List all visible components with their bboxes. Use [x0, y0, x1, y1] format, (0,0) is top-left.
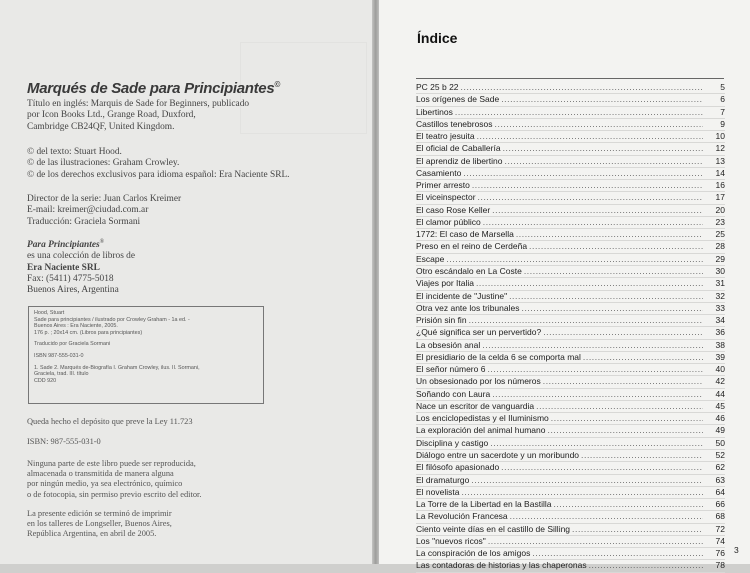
catalog-line: Sade para principiantes / ilustrado por Crowley Graham - 1a ed. -	[34, 316, 190, 323]
toc-entry-title: El filósofo apasionado	[416, 462, 500, 473]
toc-entry-page: 25	[715, 229, 725, 240]
toc-leader-dots	[543, 327, 703, 338]
toc-entry-title: Otra vez ante los tribunales	[416, 302, 520, 313]
toc-entry-page: 63	[715, 474, 725, 485]
copyright-line: © de las ilustraciones: Graham Crowley.	[27, 158, 180, 169]
toc-entry-title: El dramaturgo	[416, 474, 470, 485]
rights-line: o de fotocopia, sin permiso previo escrito del editor.	[27, 489, 202, 499]
toc-entry-title: La Revolución Francesa	[416, 511, 508, 522]
copyright-notices	[27, 147, 290, 181]
printing-line: La presente edición se terminó de imprimir	[27, 509, 172, 518]
toc-entry	[416, 524, 725, 536]
toc-entry	[416, 450, 725, 462]
toc-entry-title: Los "nuevos ricos"	[416, 535, 486, 546]
toc-entry	[416, 462, 725, 474]
toc-entry-title: El presidiario de la celda 6 se comporta mal	[416, 351, 581, 362]
toc-entry	[416, 241, 725, 253]
toc-entry	[416, 180, 725, 192]
toc-entry-page: 33	[715, 302, 725, 313]
collection-info	[27, 237, 135, 297]
printing-line: en los talleres de Longseller, Buenos Aires,	[27, 519, 172, 529]
printing-line: República Argentina, en abril de 2005.	[27, 529, 157, 539]
toc-entry-page: 72	[715, 523, 725, 534]
toc-entry	[416, 205, 725, 217]
toc-entry	[416, 131, 725, 143]
toc-entry-title: El incidente de "Justine"	[416, 290, 508, 301]
toc-entry-title: El caso Rose Keller	[416, 204, 491, 215]
toc-entry-page: 12	[715, 143, 725, 154]
publication-line: por Icon Books Ltd., Grange Road, Duxford,	[27, 110, 196, 121]
toc-entry-title: El novelista	[416, 486, 460, 497]
toc-entry	[416, 229, 725, 241]
toc-entry	[416, 425, 725, 437]
toc-entry-page: 46	[715, 413, 725, 424]
copyright-line: © de los derechos exclusivos para idioma español: Era Naciente SRL.	[27, 169, 290, 180]
toc-entry-title: El clamor público	[416, 216, 481, 227]
toc-entry-title: Primer arresto	[416, 180, 470, 191]
toc-entry	[416, 156, 725, 168]
toc-entry-page: 40	[715, 364, 725, 375]
toc-entry-page: 10	[715, 131, 725, 142]
toc-entry-title: La conspiración de los amigos	[416, 548, 531, 559]
toc-entry-page: 64	[715, 486, 725, 497]
toc-entry-page: 42	[715, 376, 725, 387]
toc-leader-dots	[461, 487, 703, 498]
isbn-line: ISBN: 987-555-031-0	[27, 437, 101, 446]
toc-entry-title: Libertinos	[416, 106, 453, 117]
toc-entry	[416, 107, 725, 119]
toc-entry-page: 30	[715, 265, 725, 276]
toc-leader-dots	[509, 291, 703, 302]
toc-entry-title: Escape	[416, 253, 445, 264]
toc-entry-page: 34	[715, 315, 725, 326]
book-title: Marqués de Sade para Principiantes©	[27, 80, 281, 97]
toc-leader-dots	[482, 340, 703, 351]
toc-entry-page: 74	[715, 535, 725, 546]
toc-entry-page: 17	[715, 192, 725, 203]
toc-leader-dots	[553, 499, 703, 510]
copyright-page	[0, 0, 374, 564]
toc-entry-title: La Torre de la Libertad en la Bastilla	[416, 499, 552, 510]
toc-entry-page: 20	[715, 204, 725, 215]
catalog-line: 1. Sade 2. Marqués de-Biografía I. Graham Crowley, ilus. II. Sormani,	[34, 364, 200, 371]
toc-entry-page: 31	[715, 278, 725, 289]
publication-line: Cambridge CB24QF, United Kingdom.	[27, 121, 175, 132]
toc-leader-dots	[501, 94, 703, 105]
catalog-line: Hood, Stuart	[34, 310, 65, 316]
toc-entry-title: Los orígenes de Sade	[416, 94, 500, 105]
toc-entry-page: 28	[715, 241, 725, 252]
toc-leader-dots	[471, 475, 703, 486]
toc-leader-dots	[572, 524, 703, 535]
toc-entry	[416, 401, 725, 413]
toc-leader-dots	[476, 278, 703, 289]
toc-entry	[416, 315, 725, 327]
printing-note	[27, 509, 172, 540]
toc-entry-title: Las contadoras de historias y las chaperonas	[416, 560, 587, 571]
table-of-contents	[416, 82, 725, 573]
toc-leader-dots	[487, 364, 703, 375]
series-credits	[27, 194, 181, 228]
rights-line: Ninguna parte de este libro puede ser reproducida,	[27, 459, 196, 468]
heading-rule	[416, 78, 724, 79]
toc-entry	[416, 376, 725, 388]
toc-entry	[416, 143, 725, 155]
publisher-name: Era Naciente SRL	[27, 262, 100, 273]
toc-entry-title: El señor número 6	[416, 364, 486, 375]
toc-entry	[416, 536, 725, 548]
toc-entry-page: 32	[715, 290, 725, 301]
toc-entry-page: 68	[715, 511, 725, 522]
collection-name: Para Principiantes®	[27, 239, 105, 251]
toc-entry	[416, 475, 725, 487]
toc-entry	[416, 438, 725, 450]
toc-entry	[416, 254, 725, 266]
catalog-isbn: ISBN 987-555-031-0	[34, 352, 84, 359]
toc-leader-dots	[478, 192, 703, 203]
toc-leader-dots	[455, 107, 703, 118]
credit-line: E-mail: kreimer@ciudad.com.ar	[27, 205, 149, 216]
toc-entry-title: Soñando con Laura	[416, 388, 491, 399]
toc-leader-dots	[503, 143, 703, 154]
toc-entry-page: 7	[720, 106, 725, 117]
toc-leader-dots	[501, 462, 703, 473]
credit-line: Traducción: Graciela Sormani	[27, 216, 141, 227]
catalog-line: Graciela, trad. III. título	[34, 371, 89, 378]
toc-leader-dots	[543, 376, 703, 387]
toc-leader-dots	[469, 315, 703, 326]
toc-leader-dots	[463, 168, 703, 179]
toc-leader-dots	[510, 511, 703, 522]
toc-leader-dots	[532, 548, 703, 559]
toc-entry	[416, 266, 725, 278]
toc-entry-title: Otro escándalo en La Coste	[416, 265, 522, 276]
publication-info	[27, 99, 249, 133]
toc-entry	[416, 560, 725, 572]
toc-leader-dots	[551, 413, 703, 424]
toc-entry	[416, 352, 725, 364]
toc-entry	[416, 278, 725, 290]
publisher-city: Buenos Aires, Argentina	[27, 285, 119, 296]
toc-leader-dots	[483, 217, 703, 228]
toc-entry	[416, 413, 725, 425]
toc-entry-title: Diálogo entre un sacerdote y un moribundo	[416, 449, 580, 460]
toc-entry-title: Castillos tenebrosos	[416, 118, 493, 129]
toc-entry-title: El aprendiz de libertino	[416, 155, 503, 166]
toc-entry-title: Viajes por Italia	[416, 278, 474, 289]
rights-line: almacenada o transmitida de manera alguna	[27, 469, 174, 479]
toc-entry-page: 39	[715, 351, 725, 362]
catalog-line: Buenos Aires : Era Naciente, 2005.	[34, 323, 118, 330]
toc-leader-dots	[547, 425, 703, 436]
toc-entry-title: La exploración del animal humano	[416, 425, 546, 436]
toc-entry-page: 36	[715, 327, 725, 338]
toc-entry-page: 29	[715, 253, 725, 264]
toc-entry	[416, 82, 725, 94]
toc-leader-dots	[472, 180, 703, 191]
toc-leader-dots	[446, 254, 703, 265]
toc-leader-dots	[589, 560, 703, 571]
toc-entry-page: 38	[715, 339, 725, 350]
toc-leader-dots	[536, 401, 703, 412]
catalog-card	[28, 306, 264, 404]
toc-leader-dots	[583, 352, 703, 363]
toc-entry-page: 13	[715, 155, 725, 166]
toc-entry	[416, 499, 725, 511]
toc-leader-dots	[529, 241, 703, 252]
publisher-fax: Fax: (5411) 4775-5018	[27, 274, 114, 285]
toc-entry-page: 23	[715, 216, 725, 227]
copyright-line: © del texto: Stuart Hood.	[27, 147, 122, 157]
toc-leader-dots	[495, 119, 703, 130]
catalog-line: CDD 920	[34, 377, 57, 384]
credit-line: Director de la serie: Juan Carlos Kreimer	[27, 194, 182, 204]
toc-entry-page: 66	[715, 499, 725, 510]
toc-entry-title: Prisión sin fin	[416, 315, 467, 326]
toc-entry	[416, 291, 725, 303]
toc-entry-page: 44	[715, 388, 725, 399]
page-number: 3	[734, 545, 739, 555]
toc-leader-dots	[490, 438, 703, 449]
toc-entry	[416, 217, 725, 229]
toc-entry	[416, 487, 725, 499]
toc-entry	[416, 389, 725, 401]
toc-entry	[416, 168, 725, 180]
toc-entry-page: 50	[715, 437, 725, 448]
toc-leader-dots	[516, 229, 703, 240]
toc-entry	[416, 511, 725, 523]
toc-leader-dots	[581, 450, 703, 461]
toc-entry-page: 16	[715, 180, 725, 191]
toc-entry-page: 49	[715, 425, 725, 436]
toc-leader-dots	[492, 205, 703, 216]
toc-entry-title: El teatro jesuita	[416, 131, 475, 142]
toc-entry	[416, 192, 725, 204]
catalog-line: 176 p. ; 20x14 cm. (Libros para principiantes)	[34, 329, 143, 336]
toc-entry	[416, 94, 725, 106]
toc-entry-page: 78	[715, 560, 725, 571]
toc-leader-dots	[488, 536, 703, 547]
toc-entry-page: 45	[715, 400, 725, 411]
toc-leader-dots	[492, 389, 703, 400]
toc-leader-dots	[524, 266, 703, 277]
toc-leader-dots	[461, 82, 703, 93]
toc-entry-title: Preso en el reino de Cerdeña	[416, 241, 528, 252]
toc-entry-title: Un obsesionado por los números	[416, 376, 541, 387]
toc-entry-page: 6	[720, 94, 725, 105]
toc-entry	[416, 340, 725, 352]
toc-entry-title: Los enciclopedistas y el Iluminismo	[416, 413, 549, 424]
rights-line: por ningún medio, ya sea electrónico, químico	[27, 479, 183, 489]
index-page	[379, 0, 750, 571]
toc-entry	[416, 327, 725, 339]
collection-line: es una colección de libros de	[27, 251, 136, 262]
rights-notice	[27, 459, 201, 500]
toc-entry-page: 14	[715, 167, 725, 178]
toc-entry-page: 62	[715, 462, 725, 473]
catalog-line: Traducido por Graciela Sormani	[34, 341, 111, 348]
toc-entry-page: 52	[715, 449, 725, 460]
publication-line: Título en inglés: Marquis de Sade for Beginners, publicado	[27, 99, 250, 109]
legal-deposit: Queda hecho el depósito que preve la Ley 11.723	[27, 417, 193, 426]
toc-entry-title: Ciento veinte días en el castillo de Silling	[416, 523, 571, 534]
toc-entry-title: PC 25 b 22	[416, 82, 459, 92]
toc-entry-title: Casamiento	[416, 167, 462, 178]
toc-entry-page: 76	[715, 548, 725, 559]
toc-entry-page: 5	[720, 82, 725, 92]
toc-leader-dots	[504, 156, 703, 167]
toc-entry-title: ¿Qué significa ser un pervertido?	[416, 327, 542, 338]
toc-entry-title: Disciplina y castigo	[416, 437, 489, 448]
toc-entry-title: La obsesión anal	[416, 339, 481, 350]
toc-entry-title: El viceinspector	[416, 192, 476, 203]
toc-leader-dots	[521, 303, 703, 314]
toc-entry-title: Nace un escritor de vanguardia	[416, 400, 535, 411]
toc-leader-dots	[477, 131, 703, 142]
toc-entry	[416, 548, 725, 560]
index-heading: Índice	[417, 30, 458, 46]
toc-entry	[416, 119, 725, 131]
toc-entry	[416, 303, 725, 315]
toc-entry-page: 9	[720, 118, 725, 129]
toc-entry	[416, 364, 725, 376]
toc-entry-title: 1772: El caso de Marsella	[416, 229, 514, 240]
toc-entry-title: El oficial de Caballería	[416, 143, 501, 154]
